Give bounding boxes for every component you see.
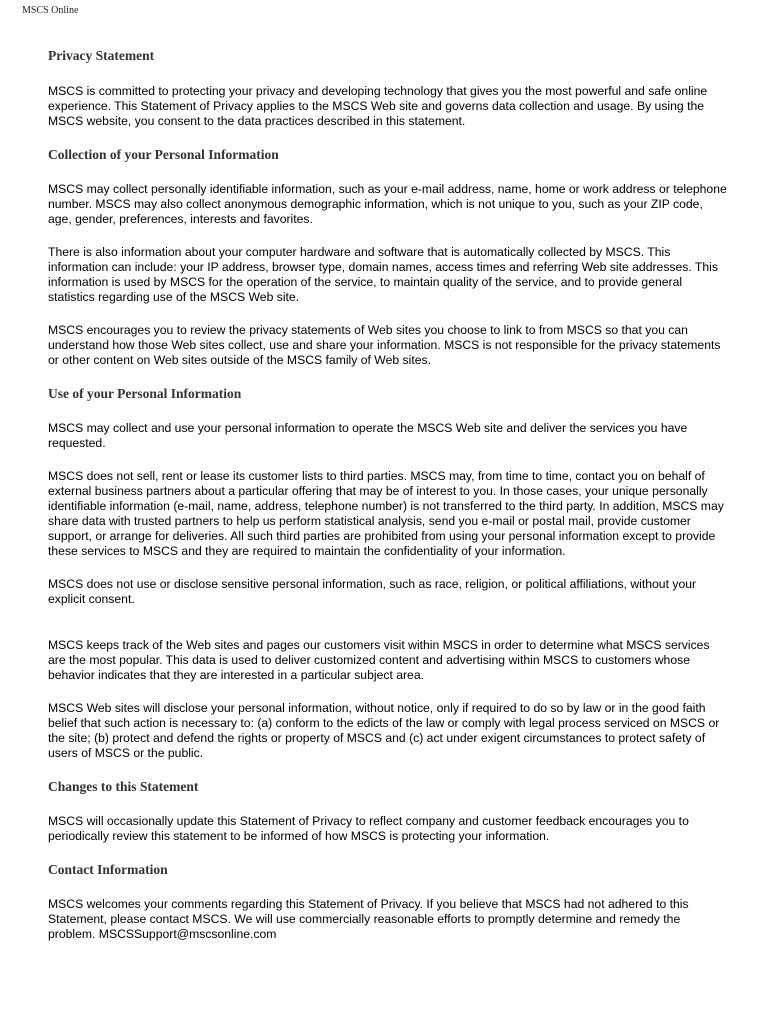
- collection-paragraph-3: MSCS encourages you to review the privacy statements of Web sites you choose to link to from MSCS so that you can understand how those Web sites collect, use and share your information. MSCS is not responsible for the privacy statements or other content on Web sites outside of the MSCS family of Web sites.: [48, 323, 721, 367]
- use-paragraph-1: MSCS may collect and use your personal information to operate the MSCS Web site and deliver the services you have requested.: [48, 421, 688, 450]
- use-heading: Use of your Personal Information: [48, 386, 242, 401]
- privacy-intro-paragraph: MSCS is committed to protecting your privacy and developing technology that gives you the most powerful and safe online experience. This Statement of Privacy applies to the MSCS Web site and governs data collection and usage. By using the MSCS website, you consent to the data practices described in this statement.: [48, 84, 708, 128]
- use-paragraph-4: MSCS keeps track of the Web sites and pages our customers visit within MSCS in order to determine what MSCS services are the most popular. This data is used to deliver customized content and advertising within MSCS to customers whose behavior indicates that they are interested in a particular subject area.: [48, 638, 710, 682]
- use-paragraph-2: MSCS does not sell, rent or lease its customer lists to third parties. MSCS may, from time to time, contact you on behalf of external business partners about a particular offering that may be of interest to you. In those cases, your unique personally identifiable information (e-mail, name, address, telephone number) is not transferred to the third party. In addition, MSCS may share data with trusted partners to help us perform statistical analysis, send you e-mail or postal mail, provide customer support, or arrange for deliveries. All such third parties are prohibited from using your personal information except to provide these services to MSCS and they are required to maintain the confidentiality of your information.: [48, 469, 724, 558]
- use-paragraph-5: MSCS Web sites will disclose your personal information, without notice, only if required to do so by law or in the good faith belief that such action is necessary to: (a) conform to the edicts of the law or comply with legal process serviced on MSCS or the site; (b) protect and defend the rights or property of MSCS and (c) act under exigent circumstances to protect safety of users of MSCS or the public.: [48, 701, 720, 760]
- site-label: MSCS Online: [22, 5, 79, 16]
- contact-heading: Contact Information: [48, 862, 168, 877]
- collection-heading: Collection of your Personal Information: [48, 147, 279, 162]
- contact-paragraph: MSCS welcomes your comments regarding this Statement of Privacy. If you believe that MSCS had not adhered to this Statement, please contact MSCS. We will use commercially reasonable efforts to promptly determine and remedy the problem. MSCSSupport@mscsonline.com: [48, 897, 689, 941]
- use-paragraph-3: MSCS does not use or disclose sensitive personal information, such as race, religion, or political affiliations, without your explicit consent.: [48, 577, 697, 606]
- collection-paragraph-1: MSCS may collect personally identifiable information, such as your e-mail address, name, home or work address or telephone number. MSCS may also collect anonymous demographic information, which is not unique to you, such as your ZIP code, age, gender, preferences, interests and favorites.: [48, 182, 727, 226]
- changes-heading: Changes to this Statement: [48, 779, 199, 794]
- privacy-statement-heading: Privacy Statement: [48, 48, 155, 63]
- privacy-document: [48, 48, 728, 942]
- collection-paragraph-2: There is also information about your computer hardware and software that is automatically collected by MSCS. This information can include: your IP address, browser type, domain names, access times and referring Web site addresses. This information is used by MSCS for the operation of the service, to maintain quality of the service, and to provide general statistics regarding use of the MSCS Web site.: [48, 245, 718, 304]
- changes-paragraph: MSCS will occasionally update this Statement of Privacy to reflect company and customer feedback encourages you to periodically review this statement to be informed of how MSCS is protecting your information.: [48, 814, 689, 843]
